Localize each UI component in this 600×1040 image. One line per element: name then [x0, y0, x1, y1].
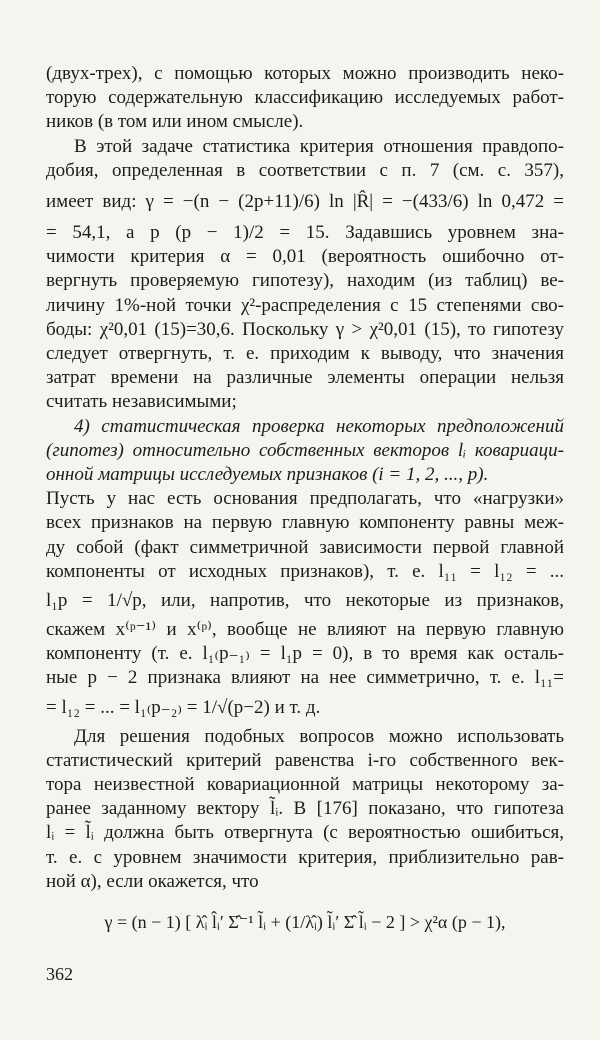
text-line: ные p − 2 признака влияют на нее симметрично, т. е. l₁₁= — [46, 667, 564, 689]
text-line: ников (в том или ином смысле). — [46, 111, 304, 133]
text-line-formula: имеет вид: γ = −(n − (2p+11)/6) ln |R̂| = −(433/6) ln 0,472 = — [46, 191, 564, 212]
text-line: следует отвергнуть, т. е. приходим к выводу, что значения — [46, 343, 564, 364]
text-line-italic: 4) статистическая проверка некоторых предположений — [74, 415, 564, 437]
text-line: торую содержательную классификацию исследуемых работ- — [46, 87, 564, 109]
text-line-italic: онной матрицы исследуемых признаков (i = 1, 2, ..., p). — [46, 464, 489, 485]
text-line-italic: (гипотез) относительно собственных векторов lᵢ ковариаци- — [46, 439, 564, 461]
text-line: Для решения подобных вопросов можно использовать — [74, 725, 564, 747]
text-line: считать независимыми; — [46, 391, 237, 413]
page-number: 362 — [46, 964, 73, 984]
text-line: т. е. с уровнем значимости критерия, приблизительно рав- — [46, 846, 564, 868]
text-line: lᵢ = l̃ᵢ должна быть отвергнута (с вероятностью ошибиться, — [46, 822, 564, 844]
text-line: вергнуть проверяемую гипотезу), находим (из таблиц) ве- — [46, 270, 564, 292]
text-line: чимости критерия α = 0,01 (вероятность ошибочно от- — [46, 246, 564, 268]
text-line: компоненту (т. е. l₁₍p₋₁₎ = l₁p = 0), в то время как осталь- — [46, 643, 564, 665]
text-line: ной α), если окажется, что — [46, 870, 259, 892]
text-line: боды: χ²0,01 (15)=30,6. Поскольку γ > χ²0,01 (15), то гипотезу — [46, 318, 564, 340]
text-line: ду собой (факт симметричной зависимости первой главной — [46, 536, 564, 558]
text-line: ранее заданному вектору l̃ᵢ. В [176] показано, что гипотеза — [46, 798, 564, 820]
text-line: статистический критерий равенства i-го собственного век- — [46, 749, 564, 771]
text-line: всех признаков на первую главную компоненту равны меж- — [46, 512, 564, 534]
text-line: (двух-трех), с помощью которых можно производить неко- — [46, 63, 564, 84]
text-line: добия, определенная в соответствии с п. 7 (см. с. 357), — [46, 159, 564, 181]
text-line: компоненты от исходных признаков), т. е. l₁₁ = l₁₂ = ... — [46, 560, 564, 582]
text-line: Пусть у нас есть основания предполагать, что «нагрузки» — [46, 488, 564, 510]
text-line: скажем x⁽ᵖ⁻¹⁾ и x⁽ᵖ⁾, вообще не влияют на первую главную — [46, 619, 564, 640]
text-line: личину 1%-ной точки χ²-распределения с 15 степенями сво- — [46, 294, 564, 316]
text-line: затрат времени на различные элементы операции нельзя — [46, 367, 564, 389]
text-line: тора неизвестной ковариационной матрицы некоторому за- — [46, 774, 564, 795]
display-formula: γ = (n − 1) [ λ̂ᵢ l̂ᵢ′ Σ̂⁻¹ l̃ᵢ + (1/λ̂ᵢ) l̃ᵢ′ Σ̂ l̃ᵢ − 2 ] > χ²α (p − 1), — [104, 912, 506, 932]
text-line-formula: = l₁₂ = ... = l₁₍p₋₂₎ = 1/√(p−2) и т. д. — [46, 696, 321, 718]
text-line-formula: l₁p = 1/√p, или, напротив, что некоторые из признаков, — [46, 590, 564, 611]
text-line: В этой задаче статистика критерия отношения правдопо- — [74, 135, 564, 157]
text-line: = 54,1, а p (p − 1)/2 = 15. Задавшись уровнем зна- — [46, 222, 564, 243]
